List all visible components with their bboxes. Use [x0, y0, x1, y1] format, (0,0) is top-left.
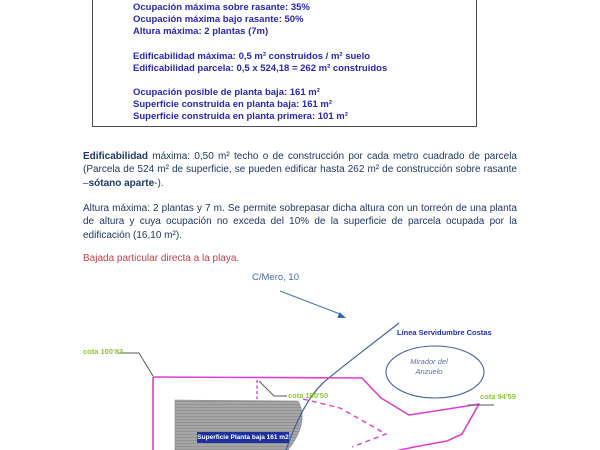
cota-label-middle: cota 100'50 [288, 391, 329, 400]
bold-sotano-aparte: sótano aparte [88, 177, 155, 189]
cota-label-right: cota 94'59 [480, 392, 516, 401]
mirador-label-line2: Anzuelo [415, 367, 443, 376]
cota-left-leader-line [118, 353, 153, 376]
summary-line: Superficie construida en planta baja: 161 m² [133, 99, 333, 111]
summary-group-edificability [133, 51, 476, 75]
mirador-del-anzuelo-label [393, 357, 465, 377]
mirador-label-line1: Mirador del [410, 357, 448, 366]
summary-line: Edificabilidad máxima: 0,5 m² construidos / m² suelo [133, 50, 371, 62]
summary-line: Ocupación posible de planta baja: 161 m² [133, 87, 320, 99]
summary-line: Superficie construida en planta primera: 101 m² [133, 111, 348, 123]
cota-label-left: cota 100'83 [83, 347, 124, 356]
servidumbre-costas-label: Línea Servidumbre Costas [397, 328, 492, 337]
servidumbre-costas-line [286, 323, 399, 450]
street-label: C/Mero, 10 [252, 272, 299, 283]
paragraph-height: Altura máxima: 2 plantas y 7 m. Se permite sobrepasar dicha altura con un torreón de una planta de altura y cuya ocupación no exceda del 10% de la superficie de parcela ocupada por la edificación (16,10 m²). [83, 203, 517, 241]
paragraph-text: -). [154, 177, 164, 189]
cota-mid-leader-line [259, 381, 287, 396]
paragraph-edificability [83, 150, 517, 190]
bold-edificabilidad: Edificabilidad [83, 151, 149, 162]
summary-line: Ocupación máxima sobre rasante: 35% [133, 2, 310, 13]
paragraph-text: máxima: 0,50 m² techo o de construcción por cada metro cuadrado de parcela (Parcela de 524 m² de superficie, se pueden edificar hasta 262 m² de construcción sobre rasante – [83, 151, 517, 189]
summary-group-surfaces [133, 87, 476, 124]
summary-group-occupation [133, 2, 476, 39]
summary-line: Altura máxima: 2 plantas (7m) [133, 26, 269, 38]
regulation-summary-box [92, 0, 477, 127]
beach-access-note: Bajada particular directa a la playa. [83, 253, 240, 264]
street-arrow-line [280, 291, 340, 314]
setback-dashed-line [303, 399, 386, 447]
summary-line: Ocupación máxima bajo rasante: 50% [133, 14, 304, 26]
summary-line: Edificabilidad parcela: 0,5 x 524,18 = 262 m² construidos [133, 62, 388, 74]
ground-floor-surface-label: Superficie Planta baja 161 m2 [197, 434, 289, 441]
